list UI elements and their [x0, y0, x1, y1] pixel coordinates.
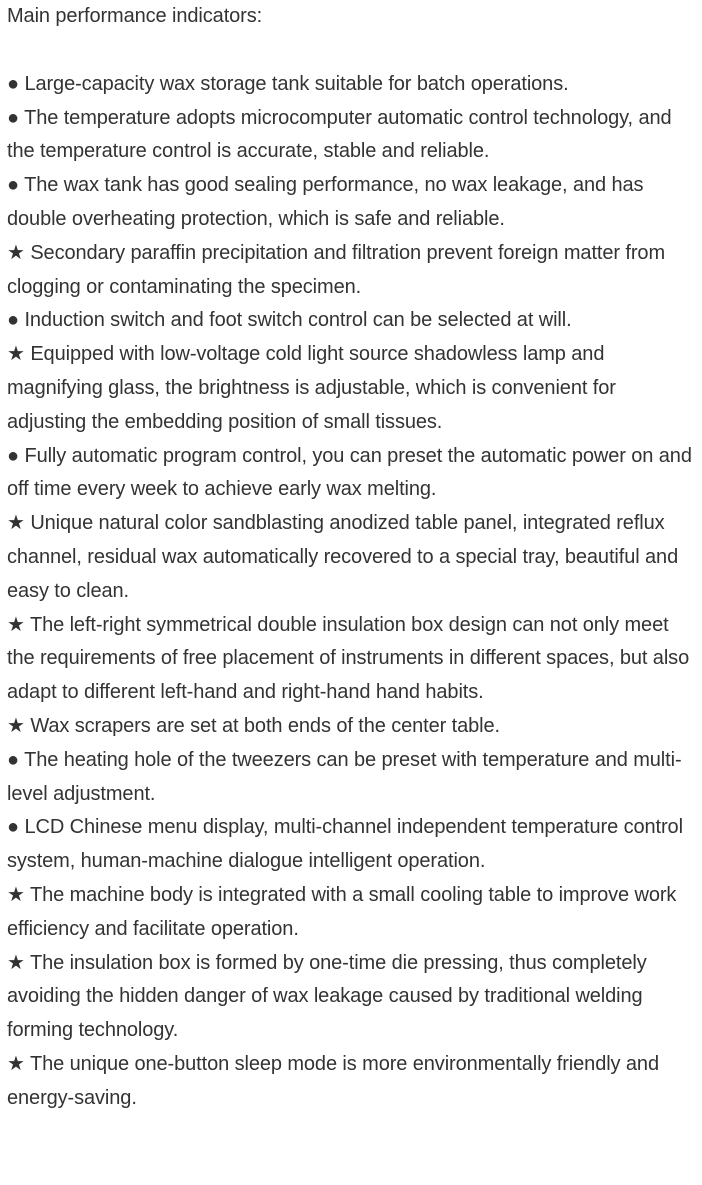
list-item-text: Large-capacity wax storage tank suitable for batch operations. [24, 72, 569, 95]
star-icon: ★ [7, 883, 25, 906]
list-item [7, 744, 694, 812]
list-item [7, 609, 694, 710]
star-icon: ★ [7, 714, 25, 737]
bullet-icon: ● [7, 106, 19, 129]
bullet-icon: ● [7, 748, 19, 771]
list-item [7, 1048, 694, 1116]
star-icon: ★ [7, 241, 25, 264]
list-item [7, 102, 694, 170]
star-icon: ★ [7, 1052, 25, 1075]
list-item [7, 440, 694, 508]
bullet-icon: ● [7, 309, 19, 332]
list-item-text: LCD Chinese menu display, multi-channel independent temperature control system, human-machine dialogue intelligent operation. [7, 816, 683, 873]
bullet-icon: ● [7, 444, 19, 467]
list-item-text: The temperature adopts microcomputer automatic control technology, and the temperature control is accurate, stable and reliable. [7, 106, 672, 163]
star-icon: ★ [7, 951, 25, 974]
list-item-text: The heating hole of the tweezers can be preset with temperature and multi-level adjustment. [7, 748, 682, 805]
star-icon: ★ [7, 343, 25, 366]
list-item-text: The insulation box is formed by one-time die pressing, thus completely avoiding the hidden danger of wax leakage caused by traditional welding forming technology. [7, 951, 647, 1042]
bullet-icon: ● [7, 174, 19, 197]
blank-line [7, 34, 694, 68]
section-heading: Main performance indicators: [7, 5, 263, 27]
star-icon: ★ [7, 512, 25, 535]
list-item-text: Induction switch and foot switch control can be selected at will. [24, 309, 572, 332]
list-item-text: Fully automatic program control, you can preset the automatic power on and off time every week to achieve early wax melting. [7, 444, 692, 501]
list-item-text: The machine body is integrated with a small cooling table to improve work efficiency and facilitate operation. [7, 883, 677, 940]
list-item [7, 237, 694, 305]
star-icon: ★ [7, 613, 25, 636]
list-item [7, 507, 694, 608]
bullet-icon: ● [7, 816, 19, 839]
list-item [7, 879, 694, 947]
list-item [7, 304, 694, 338]
list-item [7, 710, 694, 744]
list-item-text: The wax tank has good sealing performance, no wax leakage, and has double overheating protection, which is safe and reliable. [7, 174, 644, 230]
list-item [7, 169, 694, 237]
list-item-text: The left-right symmetrical double insulation box design can not only meet the requirements of free placement of instruments in different spaces, but also adapt to different left-hand and right-hand hand habits. [7, 613, 690, 704]
list-item [7, 338, 694, 439]
list-item-text: Wax scrapers are set at both ends of the center table. [30, 714, 500, 737]
list-item [7, 811, 694, 879]
list-item-text: Secondary paraffin precipitation and filtration prevent foreign matter from clogging or contaminating the specimen. [7, 241, 666, 298]
bullet-icon: ● [7, 72, 19, 95]
list-item-text: Equipped with low-voltage cold light source shadowless lamp and magnifying glass, the brightness is adjustable, which is convenient for adjusting the embedding position of small tissues. [7, 343, 616, 433]
list-item-text: The unique one-button sleep mode is more environmentally friendly and energy-saving. [7, 1052, 659, 1109]
list-item-text: Unique natural color sandblasting anodized table panel, integrated reflux channel, residual wax automatically recovered to a special tray, beautiful and easy to clean. [7, 512, 679, 602]
list-item [7, 68, 694, 102]
list-item [7, 947, 694, 1048]
